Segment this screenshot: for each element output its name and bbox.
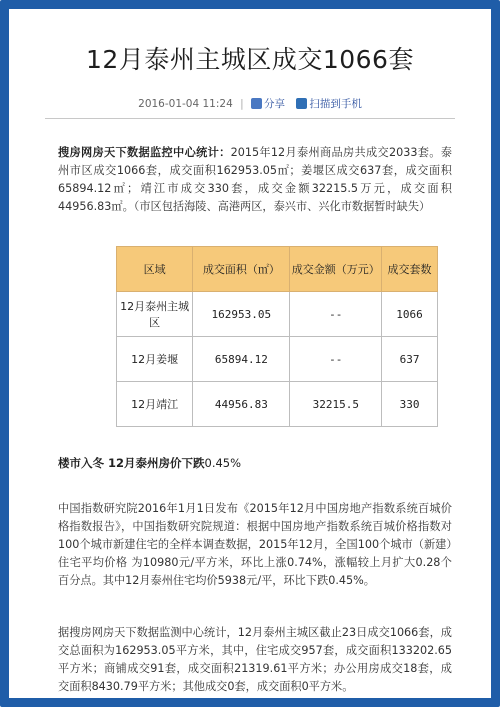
cell-region: 12月靖江 <box>117 382 193 427</box>
intro-lead: 搜房网房天下数据监控中心统计： <box>58 146 231 159</box>
publish-date: 2016-01-04 11:24 <box>138 98 233 110</box>
section-heading <box>58 455 241 471</box>
section-heading-bold: 楼市入冬 12月泰州房价下跌 <box>58 456 205 470</box>
share-icon[interactable] <box>251 98 262 109</box>
qr-code-icon[interactable] <box>296 98 307 109</box>
sales-table <box>116 246 438 427</box>
table-row <box>117 337 438 382</box>
cell-units: 637 <box>382 337 438 382</box>
header-area: 成交面积（㎡） <box>193 247 290 292</box>
article-container <box>18 18 482 693</box>
table-row <box>117 292 438 337</box>
cell-area: 44956.83 <box>193 382 290 427</box>
cell-region: 12月泰州主城区 <box>117 292 193 337</box>
table-header-row <box>117 247 438 292</box>
cell-amount: -- <box>290 337 382 382</box>
cell-area: 162953.05 <box>193 292 290 337</box>
intro-paragraph <box>58 144 452 216</box>
cell-amount: 32215.5 <box>290 382 382 427</box>
title-divider <box>45 118 455 119</box>
cell-units: 1066 <box>382 292 438 337</box>
meta-separator: | <box>240 98 244 110</box>
article-title: 12月泰州主城区成交1066套 <box>86 45 414 74</box>
article-meta <box>18 96 482 111</box>
cell-amount: -- <box>290 292 382 337</box>
scan-to-phone-link[interactable]: 扫描到手机 <box>309 98 362 110</box>
cell-units: 330 <box>382 382 438 427</box>
table-row <box>117 382 438 427</box>
header-region: 区域 <box>117 247 193 292</box>
section-heading-percent: 0.45% <box>204 456 242 470</box>
price-index-paragraph: 中国指数研究院2016年1月1日发布《2015年12月中国房地产指数系统百城价格指数报告》，中国指数研究院规道：根据中国房地产指数系统百城价格指数对100个城市新建住宅的全样本调查数据，2015年12月，全国100个城市（新建）住宅平均价格 为10980元/平方米，环比上涨0.74%，涨幅较上月扩大0.28个百分点。其中12月泰州住宅均价5938元/平，环比下跌0.45%。 <box>58 502 452 587</box>
monitoring-paragraph: 据搜房网房天下数据监测中心统计，12月泰州主城区截止23日成交1066套，成交总面积为162953.05平方米，其中，住宅成交957套，成交面积133202.65平方米；商铺成交91套，成交面积21319.61平方米；办公用房成交18套，成交面积8430.79平方米；其他成交0套，成交面积0平方米。 <box>58 626 452 693</box>
cell-region: 12月姜堰 <box>117 337 193 382</box>
cell-area: 65894.12 <box>193 337 290 382</box>
share-link[interactable]: 分享 <box>264 98 285 110</box>
header-units: 成交套数 <box>382 247 438 292</box>
header-amount: 成交金额（万元） <box>290 247 382 292</box>
intro-body: 2015年12月泰州商品房共成交2033套。泰州市区成交1066套，成交面积162953.05㎡；姜堰区成交637套，成交面积65894.12㎡；靖江市成交330套，成交金额32215.5万元，成交面积44956.83㎡。（市区包括海陵、高港两区，泰兴市、兴化市数据暂时缺失） <box>58 146 452 213</box>
